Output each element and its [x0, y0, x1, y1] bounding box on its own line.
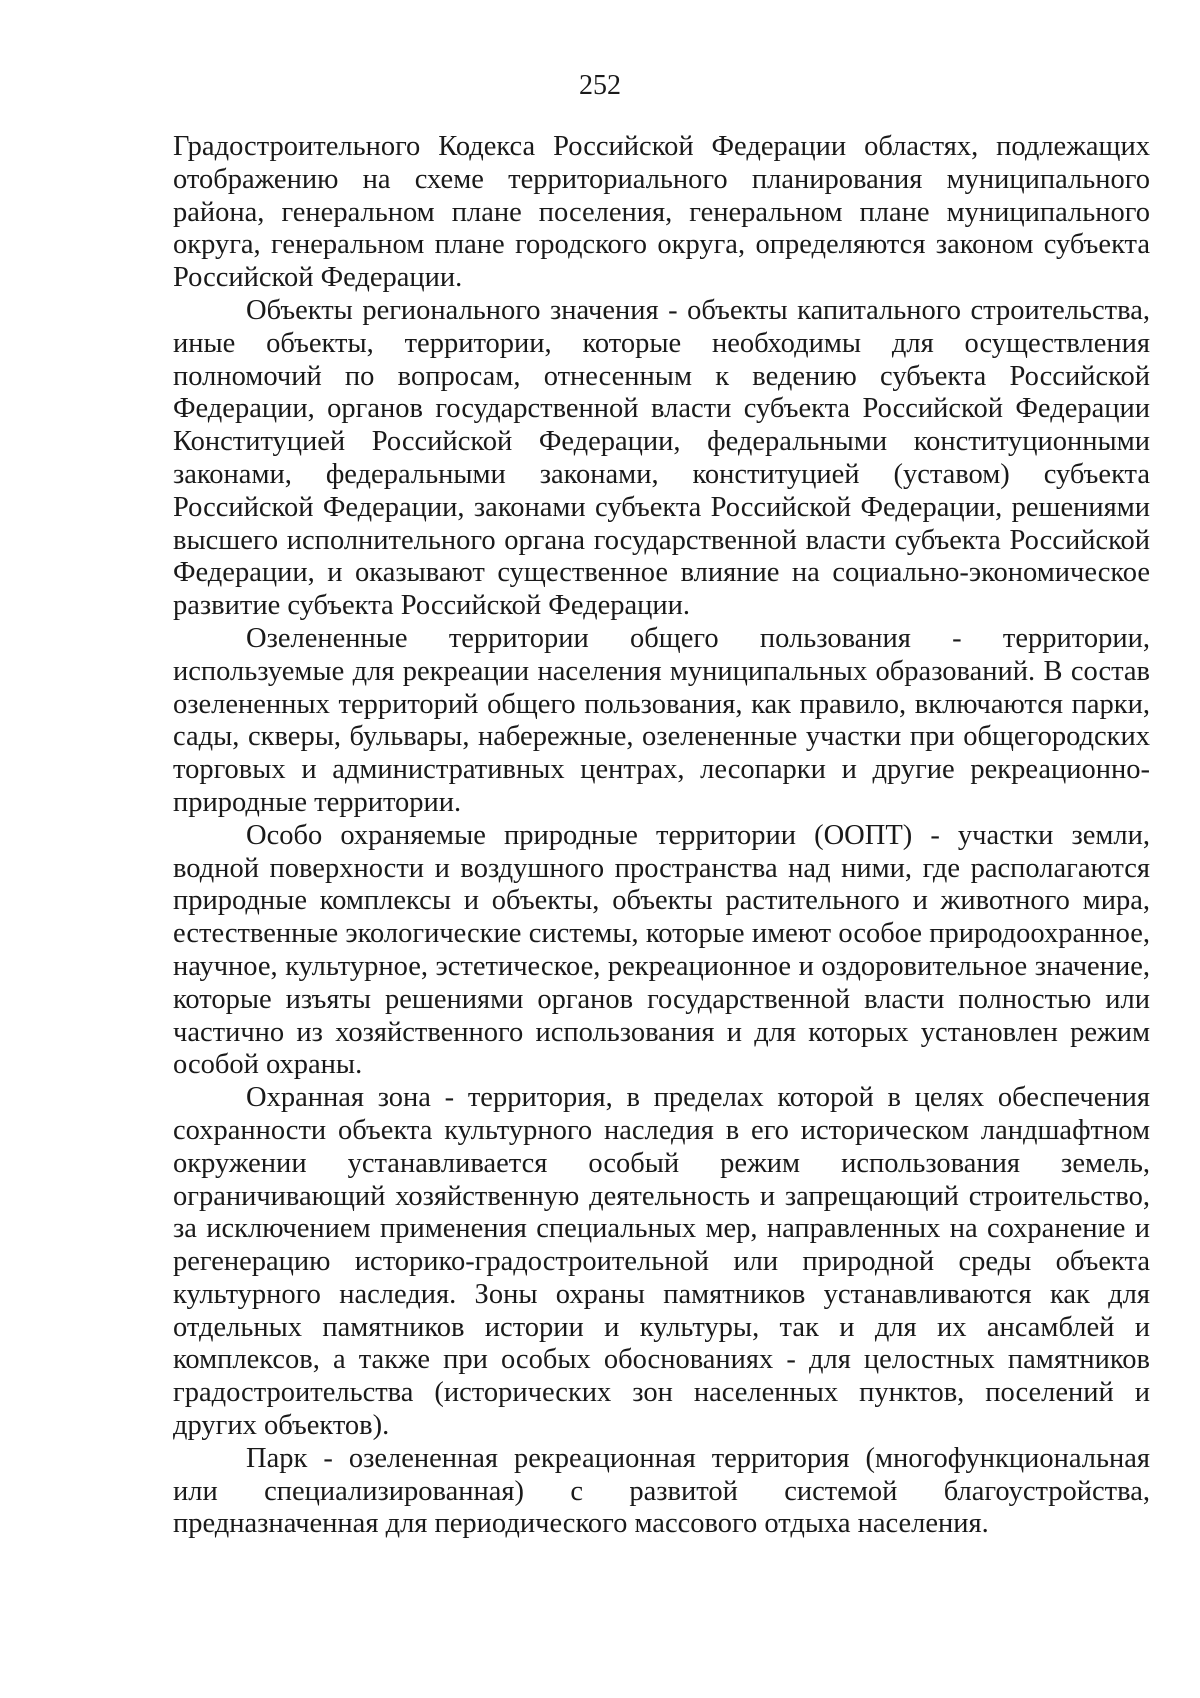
paragraph-protection-zone: Охранная зона - территория, в пределах которой в целях обеспечения сохранности объекта культурного наследия в его историческом ландшафтном окружении устанавливается особый режим использования земель, ограничивающий хозяйственную деятельность и запрещающий строительство, за исключением применения специальных мер, направленных на сохранение и регенерацию историко-градостроительной или природной среды объекта культурного наследия. Зоны охраны памятников устанавливаются как для отдельных памятников истории и культуры, так и для их ансамблей и комплексов, а также при особых обоснованиях - для целостных памятников градостроительства (исторических зон населенных пунктов, поселений и других объектов). — [173, 1082, 1150, 1442]
page-number: 252 — [579, 70, 621, 101]
paragraph-continuation: Градостроительного Кодекса Российской Федерации областях, подлежащих отображению на схеме территориального планирования муниципального района, генеральном плане поселения, генеральном плане муниципального округа, генеральном плане городского округа, определяются законом субъекта Российской Федерации. — [173, 131, 1150, 294]
paragraph-regional-objects: Объекты регионального значения - объекты капитального строительства, иные объекты, территории, которые необходимы для осуществления полномочий по вопросам, отнесенным к ведению субъекта Российской Федерации, органов государственной власти субъекта Российской Федерации Конституцией Российской Федерации, федеральными конституционными законами, федеральными законами, конституцией (уставом) субъекта Российской Федерации, законами субъекта Российской Федерации, решениями высшего исполнительного органа государственной власти субъекта Российской Федерации, и оказывают существенное влияние на социально-экономическое развитие субъекта Российской Федерации. — [173, 294, 1150, 622]
paragraph-green-areas: Озелененные территории общего пользования - территории, используемые для рекреации населения муниципальных образований. В состав озелененных территорий общего пользования, как правило, включаются парки, сады, скверы, бульвары, набережные, озелененные участки при общегородских торговых и административных центрах, лесопарки и другие рекреационно-природные территории. — [173, 622, 1150, 818]
document-body — [173, 131, 1150, 1541]
paragraph-protected-areas: Особо охраняемые природные территории (ООПТ) - участки земли, водной поверхности и воздушного пространства над ними, где располагаются природные комплексы и объекты, объекты растительного и животного мира, естественные экологические системы, которые имеют особое природоохранное, научное, культурное, эстетическое, рекреационное и оздоровительное значение, которые изъяты решениями органов государственной власти полностью или частично из хозяйственного использования и для которых установлен режим особой охраны. — [173, 819, 1150, 1081]
paragraph-park: Парк - озелененная рекреационная территория (многофункциональная или специализированная) с развитой системой благоустройства, предназначенная для периодического массового отдыха населения. — [173, 1442, 1150, 1540]
